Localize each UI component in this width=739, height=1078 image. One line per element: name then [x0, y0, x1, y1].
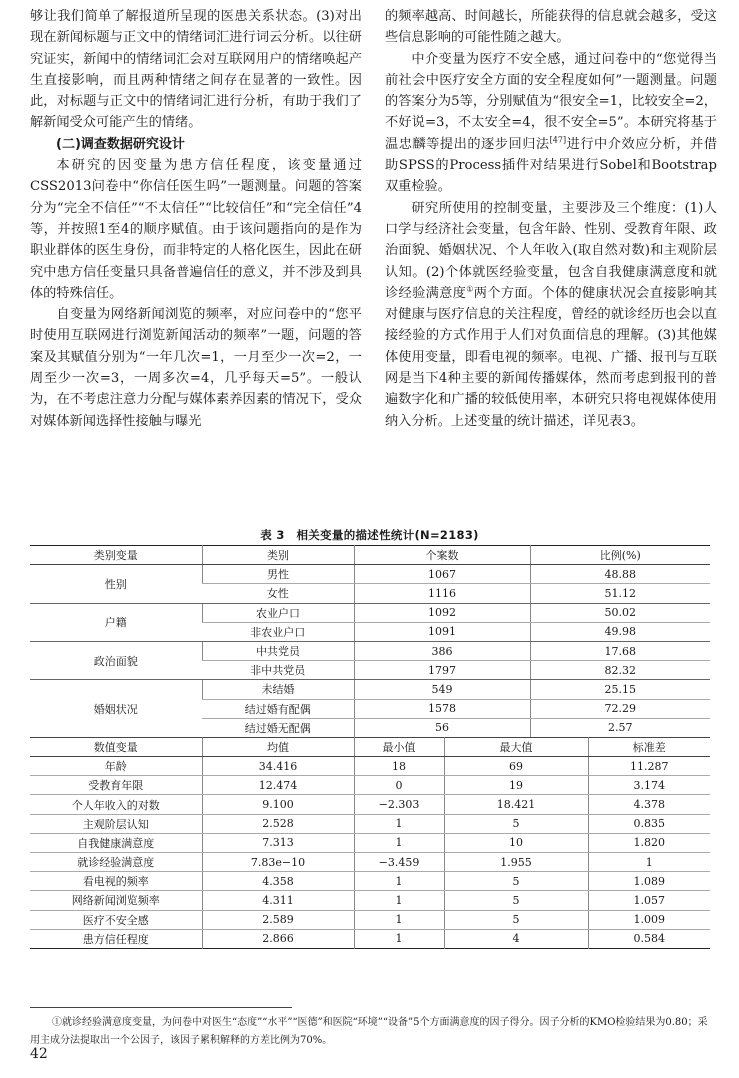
max-cell: 10 — [444, 833, 588, 852]
footnote: ①就诊经验满意度变量，为问卷中对医生“态度”“水平”“医德”和医院“环境”“设备”5个方面满意度的因子得分。因子分析的KMO检验结果为0.80；采用主成分法提取出一个公因子，该因子累积解释的方差比例为70%。 — [30, 1017, 708, 1046]
table-row — [30, 853, 710, 872]
count-cell: 1067 — [354, 565, 530, 584]
percent-cell: 25.15 — [530, 680, 710, 699]
mean-cell: 4.311 — [202, 891, 354, 910]
count-cell: 1092 — [354, 603, 530, 622]
sd-cell: 3.174 — [588, 776, 710, 795]
table-caption: 表 3 相关变量的描述性统计(N=2183) — [260, 528, 479, 542]
category-cell: 未结婚 — [202, 680, 354, 699]
variable-cell: 医疗不安全感 — [30, 910, 202, 929]
percent-cell: 2.57 — [530, 718, 710, 737]
paragraph: 的频率越高、时间越长，所能获得的信息就会越多，受这些信息影响的可能性随之越大。 — [385, 9, 717, 46]
table-header-row — [30, 737, 710, 756]
paragraph: 够让我们简单了解报道所呈现的医患关系状态。(3)对出现在新闻标题与正文中的情绪词汇进行词云分析。以往研究证实，新闻中的情绪词汇会对互联网用户的情绪唤起产生直接影响，而且两种情绪之间存在显著的一致性。因此，对标题与正文中的情绪词汇进行分析，有助于我们了解新闻受众可能产生的情绪。 — [30, 9, 362, 131]
sd-cell: 1 — [588, 853, 710, 872]
left-column — [30, 6, 362, 432]
max-cell: 69 — [444, 757, 588, 776]
min-cell: 0 — [354, 776, 444, 795]
min-cell: 1 — [354, 833, 444, 852]
sd-cell: 0.584 — [588, 929, 710, 948]
paragraph: 自变量为网络新闻浏览的频率，对应问卷中的“您平时使用互联网进行浏览新闻活动的频率”一题，问题的答案及其赋值分别为“一年几次=1，一月至少一次=2，一周至少一次=3，一周多次=4，几乎每天=5”。一般认为，在不考虑注意力分配与媒体素养因素的情况下，受众对媒体新闻选择性接触与曝光 — [30, 307, 362, 429]
percent-cell: 51.12 — [530, 584, 710, 603]
table-row — [30, 910, 710, 929]
table-row — [30, 872, 710, 891]
sd-cell: 1.009 — [588, 910, 710, 929]
paragraph — [385, 49, 717, 198]
group-label: 婚姻状况 — [93, 702, 138, 716]
category-cell: 结过婚有配偶 — [202, 699, 354, 718]
categorical-table — [30, 545, 710, 737]
sd-cell: 1.057 — [588, 891, 710, 910]
category-cell: 非中共党员 — [202, 661, 354, 680]
count-cell: 386 — [354, 641, 530, 660]
variable-cell: 就诊经验满意度 — [30, 853, 202, 872]
max-cell: 5 — [444, 891, 588, 910]
header-cell: 均值 — [202, 737, 354, 756]
section-heading: (二)调查数据研究设计 — [56, 136, 185, 152]
table-row — [30, 833, 710, 852]
max-cell: 5 — [444, 910, 588, 929]
count-cell: 1797 — [354, 661, 530, 680]
group-label: 户籍 — [30, 603, 202, 641]
min-cell: 1 — [354, 910, 444, 929]
header-cell: 个案数 — [354, 546, 530, 565]
max-cell: 1.955 — [444, 853, 588, 872]
category-cell: 男性 — [202, 565, 354, 584]
citation-ref: [47] — [549, 135, 567, 145]
count-cell: 56 — [354, 718, 530, 737]
percent-cell: 17.68 — [530, 641, 710, 660]
count-cell: 1091 — [354, 622, 530, 641]
variable-cell: 自我健康满意度 — [30, 833, 202, 852]
header-cell: 类别 — [202, 546, 354, 565]
max-cell: 18.421 — [444, 795, 588, 814]
variable-cell: 受教育年限 — [30, 776, 202, 795]
min-cell: 1 — [354, 814, 444, 833]
stats-table — [30, 545, 710, 949]
group-label: 性别 — [30, 565, 202, 603]
mean-cell: 34.416 — [202, 757, 354, 776]
percent-cell: 49.98 — [530, 622, 710, 641]
paragraph-text: 两个方面。个体的健康状况会直接影响其对健康与医疗信息的关注程度，曾经的就诊经历也会以直接经验的方式作用于人们对负面信息的理解。(3)其他媒体使用变量，即看电视的频率。电视、广播、报刊与互联网是当下4种主要的新闻传播媒体，然而考虑到报刊的普遍数字化和广播的较低使用率，本研究只将电视媒体使用纳入分析。上述变量的统计描述，详见表3。 — [385, 285, 718, 429]
mean-cell: 4.358 — [202, 872, 354, 891]
header-cell: 比例(%) — [530, 546, 710, 565]
numeric-table — [30, 737, 710, 949]
sd-cell: 11.287 — [588, 757, 710, 776]
max-cell: 5 — [444, 872, 588, 891]
category-cell: 结过婚无配偶 — [244, 721, 311, 735]
min-cell: −2.303 — [354, 795, 444, 814]
table-row — [30, 814, 710, 833]
mean-cell: 9.100 — [202, 795, 354, 814]
footnote-rule — [30, 1007, 292, 1008]
paragraph-text: 中介变量为医疗不安全感，通过问卷中的“您觉得当前社会中医疗安全方面的安全程度如何”一题测量。问题的答案分为5等，分别赋值为“很安全=1，比较安全=2，不好说=3，不太安全=4，很不安全=5”。本研究将基于温忠麟等提出的逐步回归法 — [385, 51, 717, 152]
category-cell: 中共党员 — [202, 641, 354, 660]
paragraph-text: 进行中介效应分析，并借助SPSS的Process插件对结果进行Sobel和Bootstrap双重检验。 — [385, 136, 718, 195]
percent-cell: 50.02 — [530, 603, 710, 622]
percent-cell: 82.32 — [530, 661, 710, 680]
mean-cell: 12.474 — [202, 776, 354, 795]
paragraph-text: 研究所使用的控制变量，主要涉及三个维度：(1)人口学与经济社会变量，包含年龄、性别、受教育年限、政治面貌、婚姻状况、个人年收入(取自然对数)和主观阶层认知。(2)个体就医经验变量，包含自我健康满意度和就诊经验满意度 — [385, 200, 717, 301]
header-cell: 类别变量 — [30, 546, 202, 565]
min-cell: 1 — [354, 929, 444, 948]
table-row — [30, 929, 710, 948]
min-cell: 1 — [354, 891, 444, 910]
mean-cell: 2.866 — [202, 929, 354, 948]
footnote-ref: ① — [466, 284, 474, 294]
count-cell: 1578 — [354, 699, 530, 718]
table-row — [30, 891, 710, 910]
variable-cell: 年龄 — [30, 757, 202, 776]
table-row — [30, 757, 710, 776]
category-cell: 农业户口 — [202, 603, 354, 622]
count-cell: 549 — [354, 680, 530, 699]
header-cell: 数值变量 — [30, 737, 202, 756]
table-row — [30, 565, 710, 584]
variable-cell: 患方信任程度 — [82, 932, 149, 946]
count-cell: 1116 — [354, 584, 530, 603]
header-cell: 标准差 — [588, 737, 710, 756]
page-number: 42 — [30, 1046, 48, 1062]
variable-cell: 主观阶层认知 — [30, 814, 202, 833]
category-cell: 非农业户口 — [202, 622, 354, 641]
sd-cell: 0.835 — [588, 814, 710, 833]
table-header-row — [30, 546, 710, 565]
variable-cell: 看电视的频率 — [30, 872, 202, 891]
paragraph: 本研究的因变量为患方信任程度，该变量通过CSS2013问卷中“你信任医生吗”一题测量。问题的答案分为“完全不信任”“不太信任”“比较信任”和“完全信任”4等，并按照1至4的顺序赋值。由于该问题指向的是作为职业群体的医生身份，而非特定的人格化医生，因此在研究中患方信任变量只具备普遍信任的意义，并不涉及到具体的特殊信任。 — [30, 158, 362, 301]
variable-cell: 个人年收入的对数 — [30, 795, 202, 814]
group-label: 政治面貌 — [30, 641, 202, 679]
paragraph — [385, 198, 717, 432]
mean-cell: 2.528 — [202, 814, 354, 833]
header-cell: 最小值 — [354, 737, 444, 756]
max-cell: 5 — [444, 814, 588, 833]
max-cell: 4 — [444, 929, 588, 948]
min-cell: −3.459 — [354, 853, 444, 872]
mean-cell: 7.313 — [202, 833, 354, 852]
header-cell: 最大值 — [444, 737, 588, 756]
mean-cell: 7.83e−10 — [202, 853, 354, 872]
percent-cell: 48.88 — [530, 565, 710, 584]
variable-cell: 网络新闻浏览频率 — [30, 891, 202, 910]
sd-cell: 4.378 — [588, 795, 710, 814]
table-row — [30, 795, 710, 814]
max-cell: 19 — [444, 776, 588, 795]
min-cell: 18 — [354, 757, 444, 776]
table-row — [30, 603, 710, 622]
sd-cell: 1.820 — [588, 833, 710, 852]
percent-cell: 72.29 — [530, 699, 710, 718]
category-cell: 女性 — [202, 584, 354, 603]
table-row — [30, 776, 710, 795]
table-row — [30, 680, 710, 699]
right-column — [385, 6, 717, 432]
min-cell: 1 — [354, 872, 444, 891]
mean-cell: 2.589 — [202, 910, 354, 929]
table-row — [30, 641, 710, 660]
sd-cell: 1.089 — [588, 872, 710, 891]
